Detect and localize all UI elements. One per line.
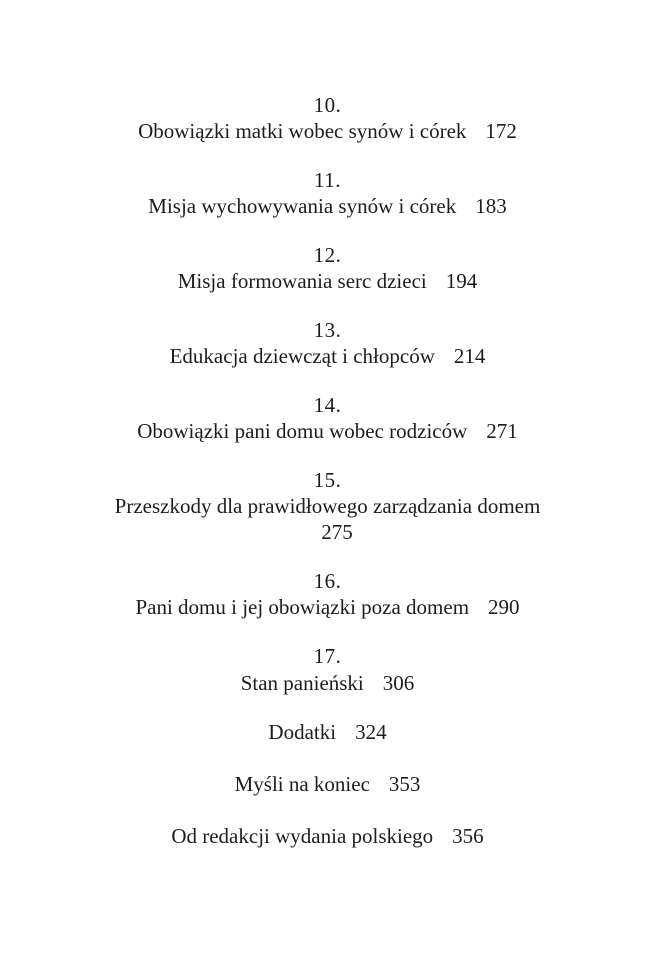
page-number: 356	[452, 823, 484, 848]
toc-entry	[112, 92, 544, 144]
page-number: 183	[475, 194, 507, 219]
page-number: 290	[488, 595, 520, 620]
chapter-number: 12.	[313, 243, 342, 268]
chapter-number: 17.	[313, 644, 342, 669]
chapter-title: Pani domu i jej obowiązki poza domem	[135, 595, 470, 620]
chapter-title: Misja formowania serc dzieci	[177, 269, 427, 294]
chapter-number: 13.	[313, 318, 342, 343]
chapter-title: Myśli na koniec	[234, 771, 370, 796]
page-number: 275	[321, 520, 353, 545]
page-number: 306	[382, 670, 415, 695]
entry-line	[112, 418, 544, 444]
chapter-title: Obowiązki pani domu wobec rodziców	[137, 419, 468, 444]
entry-line	[112, 670, 544, 696]
toc-entry	[112, 719, 544, 745]
page-number: 271	[486, 419, 518, 444]
chapter-number: 15.	[313, 468, 342, 493]
chapter-title: Dodatki	[268, 719, 337, 744]
page-number: 324	[355, 719, 387, 744]
toc-entry	[112, 467, 544, 545]
chapter-title: Przeszkody dla prawidłowego zarządzania domem	[114, 494, 541, 519]
entry-line	[112, 118, 544, 144]
entry-line	[112, 268, 544, 294]
entry-line	[112, 594, 544, 620]
entry-line	[112, 493, 544, 545]
chapter-title: Edukacja dziewcząt i chłopców	[169, 344, 435, 369]
chapter-number: 16.	[313, 569, 342, 594]
chapter-number: 11.	[314, 168, 341, 193]
toc-entry	[112, 823, 544, 849]
entry-line	[112, 771, 544, 797]
toc-entry	[112, 242, 544, 294]
page-number: 194	[445, 269, 478, 294]
toc-entry	[112, 771, 544, 797]
toc-entry	[112, 568, 544, 620]
toc-entry	[112, 317, 544, 369]
page-number: 214	[453, 344, 486, 369]
chapter-number: 14.	[313, 393, 342, 418]
page-number: 172	[485, 119, 517, 144]
chapter-title: Od redakcji wydania polskiego	[171, 823, 434, 848]
toc-entry	[112, 167, 544, 219]
page-number: 353	[388, 771, 421, 796]
chapter-title: Stan panieński	[240, 670, 364, 695]
toc-entry	[112, 392, 544, 444]
entry-line	[112, 719, 544, 745]
table-of-contents	[112, 92, 544, 849]
entry-line	[112, 193, 544, 219]
chapter-number: 10.	[313, 93, 342, 117]
chapter-title: Misja wychowywania synów i córek	[148, 194, 457, 219]
entry-line	[112, 343, 544, 369]
entry-line	[112, 823, 544, 849]
toc-entry	[112, 643, 544, 695]
chapter-title: Obowiązki matki wobec synów i córek	[138, 119, 467, 144]
